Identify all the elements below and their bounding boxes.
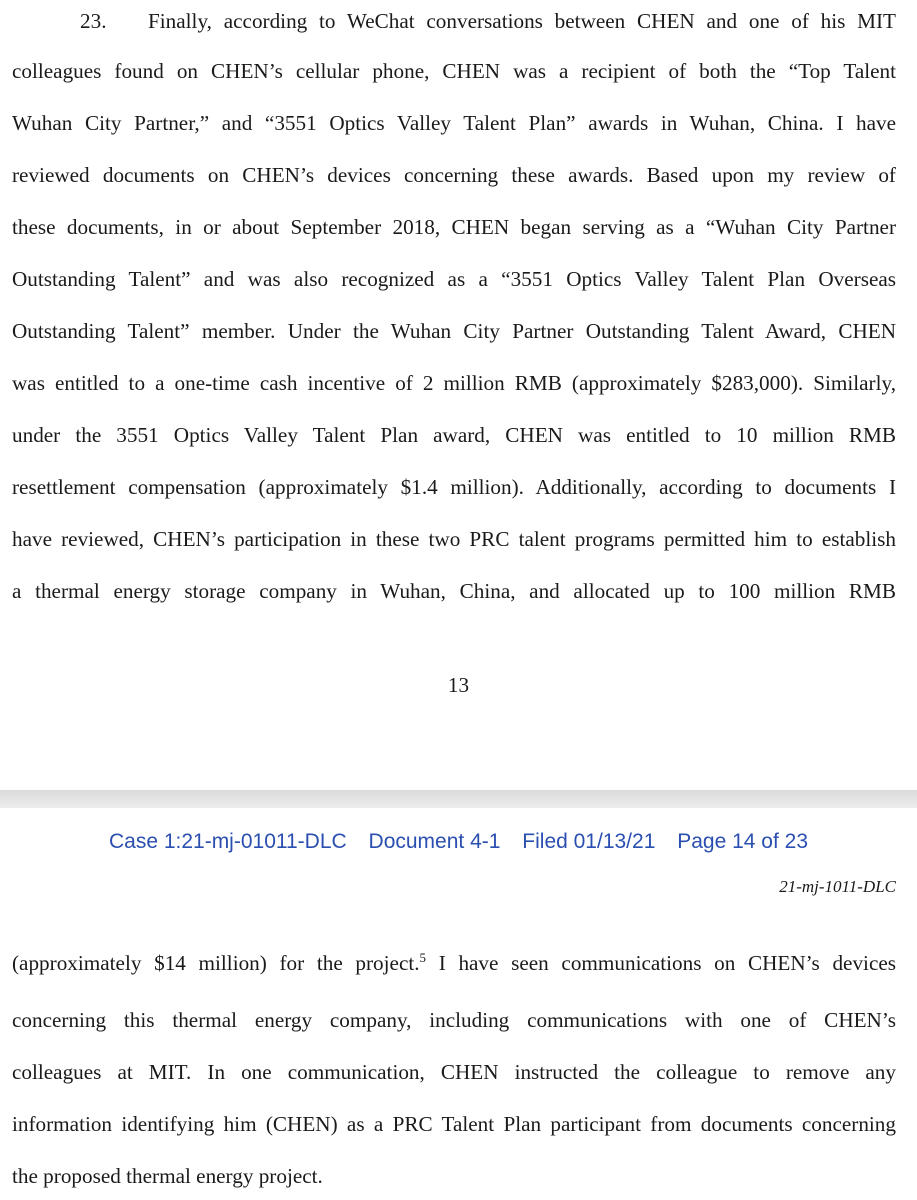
paragraph-line-6: Outstanding Talent” and was also recognized as a “3551 Optics Valley Talent Plan Overseas [12, 267, 896, 291]
page-divider [0, 790, 917, 808]
paragraph-line-10: resettlement compensation (approximately $1.4 million). Additionally, according to documents I [12, 475, 896, 499]
continuation-line-2: concerning this thermal energy company, including communications with one of CHEN’s [12, 1008, 896, 1032]
paragraph-line-9: under the 3551 Optics Valley Talent Plan award, CHEN was entitled to 10 million RMB [12, 423, 896, 447]
page-14 [0, 808, 917, 1200]
paragraph-line-1: Finally, according to WeChat conversations between CHEN and one of his MIT [148, 9, 896, 33]
continuation-line-5: the proposed thermal energy project. [12, 1164, 323, 1188]
continuation-line-1 [12, 950, 896, 976]
document-number: Document 4-1 [368, 830, 501, 853]
paragraph-line-2: colleagues found on CHEN’s cellular phone, CHEN was a recipient of both the “Top Talent [12, 59, 896, 83]
page-number: 13 [447, 673, 470, 697]
continuation-line-4: information identifying him (CHEN) as a PRC Talent Plan participant from documents concerning [12, 1112, 896, 1136]
continuation-text-start: (approximately $14 million) for the project. [12, 951, 420, 975]
docket-number: 21-mj-1011-DLC [779, 877, 896, 896]
paragraph-line-4: reviewed documents on CHEN’s devices concerning these awards. Based upon my review of [12, 163, 896, 187]
paragraph-line-8: was entitled to a one-time cash incentive of 2 million RMB (approximately $283,000). Similarly, [12, 371, 896, 395]
paragraph-line-7: Outstanding Talent” member. Under the Wuhan City Partner Outstanding Talent Award, CHEN [12, 319, 896, 343]
continuation-text-end: I have seen communications on CHEN’s devices [426, 951, 896, 975]
paragraph-line-12: a thermal energy storage company in Wuhan, China, and allocated up to 100 million RMB [12, 579, 896, 603]
continuation-line-3: colleagues at MIT. In one communication, CHEN instructed the colleague to remove any [12, 1060, 896, 1084]
footnote-marker[interactable]: 5 [419, 949, 427, 965]
case-header [0, 828, 917, 856]
paragraph-line-5: these documents, in or about September 2018, CHEN began serving as a “Wuhan City Partner [12, 215, 896, 239]
paragraph-number: 23. [80, 9, 107, 33]
page-of-total: Page 14 of 23 [677, 830, 809, 853]
filed-date: Filed 01/13/21 [522, 830, 656, 853]
paragraph-line-3: Wuhan City Partner,” and “3551 Optics Valley Talent Plan” awards in Wuhan, China. I have [12, 111, 896, 135]
case-number: Case 1:21-mj-01011-DLC [108, 830, 347, 853]
paragraph-line-11: have reviewed, CHEN’s participation in these two PRC talent programs permitted him to establish [12, 527, 896, 551]
